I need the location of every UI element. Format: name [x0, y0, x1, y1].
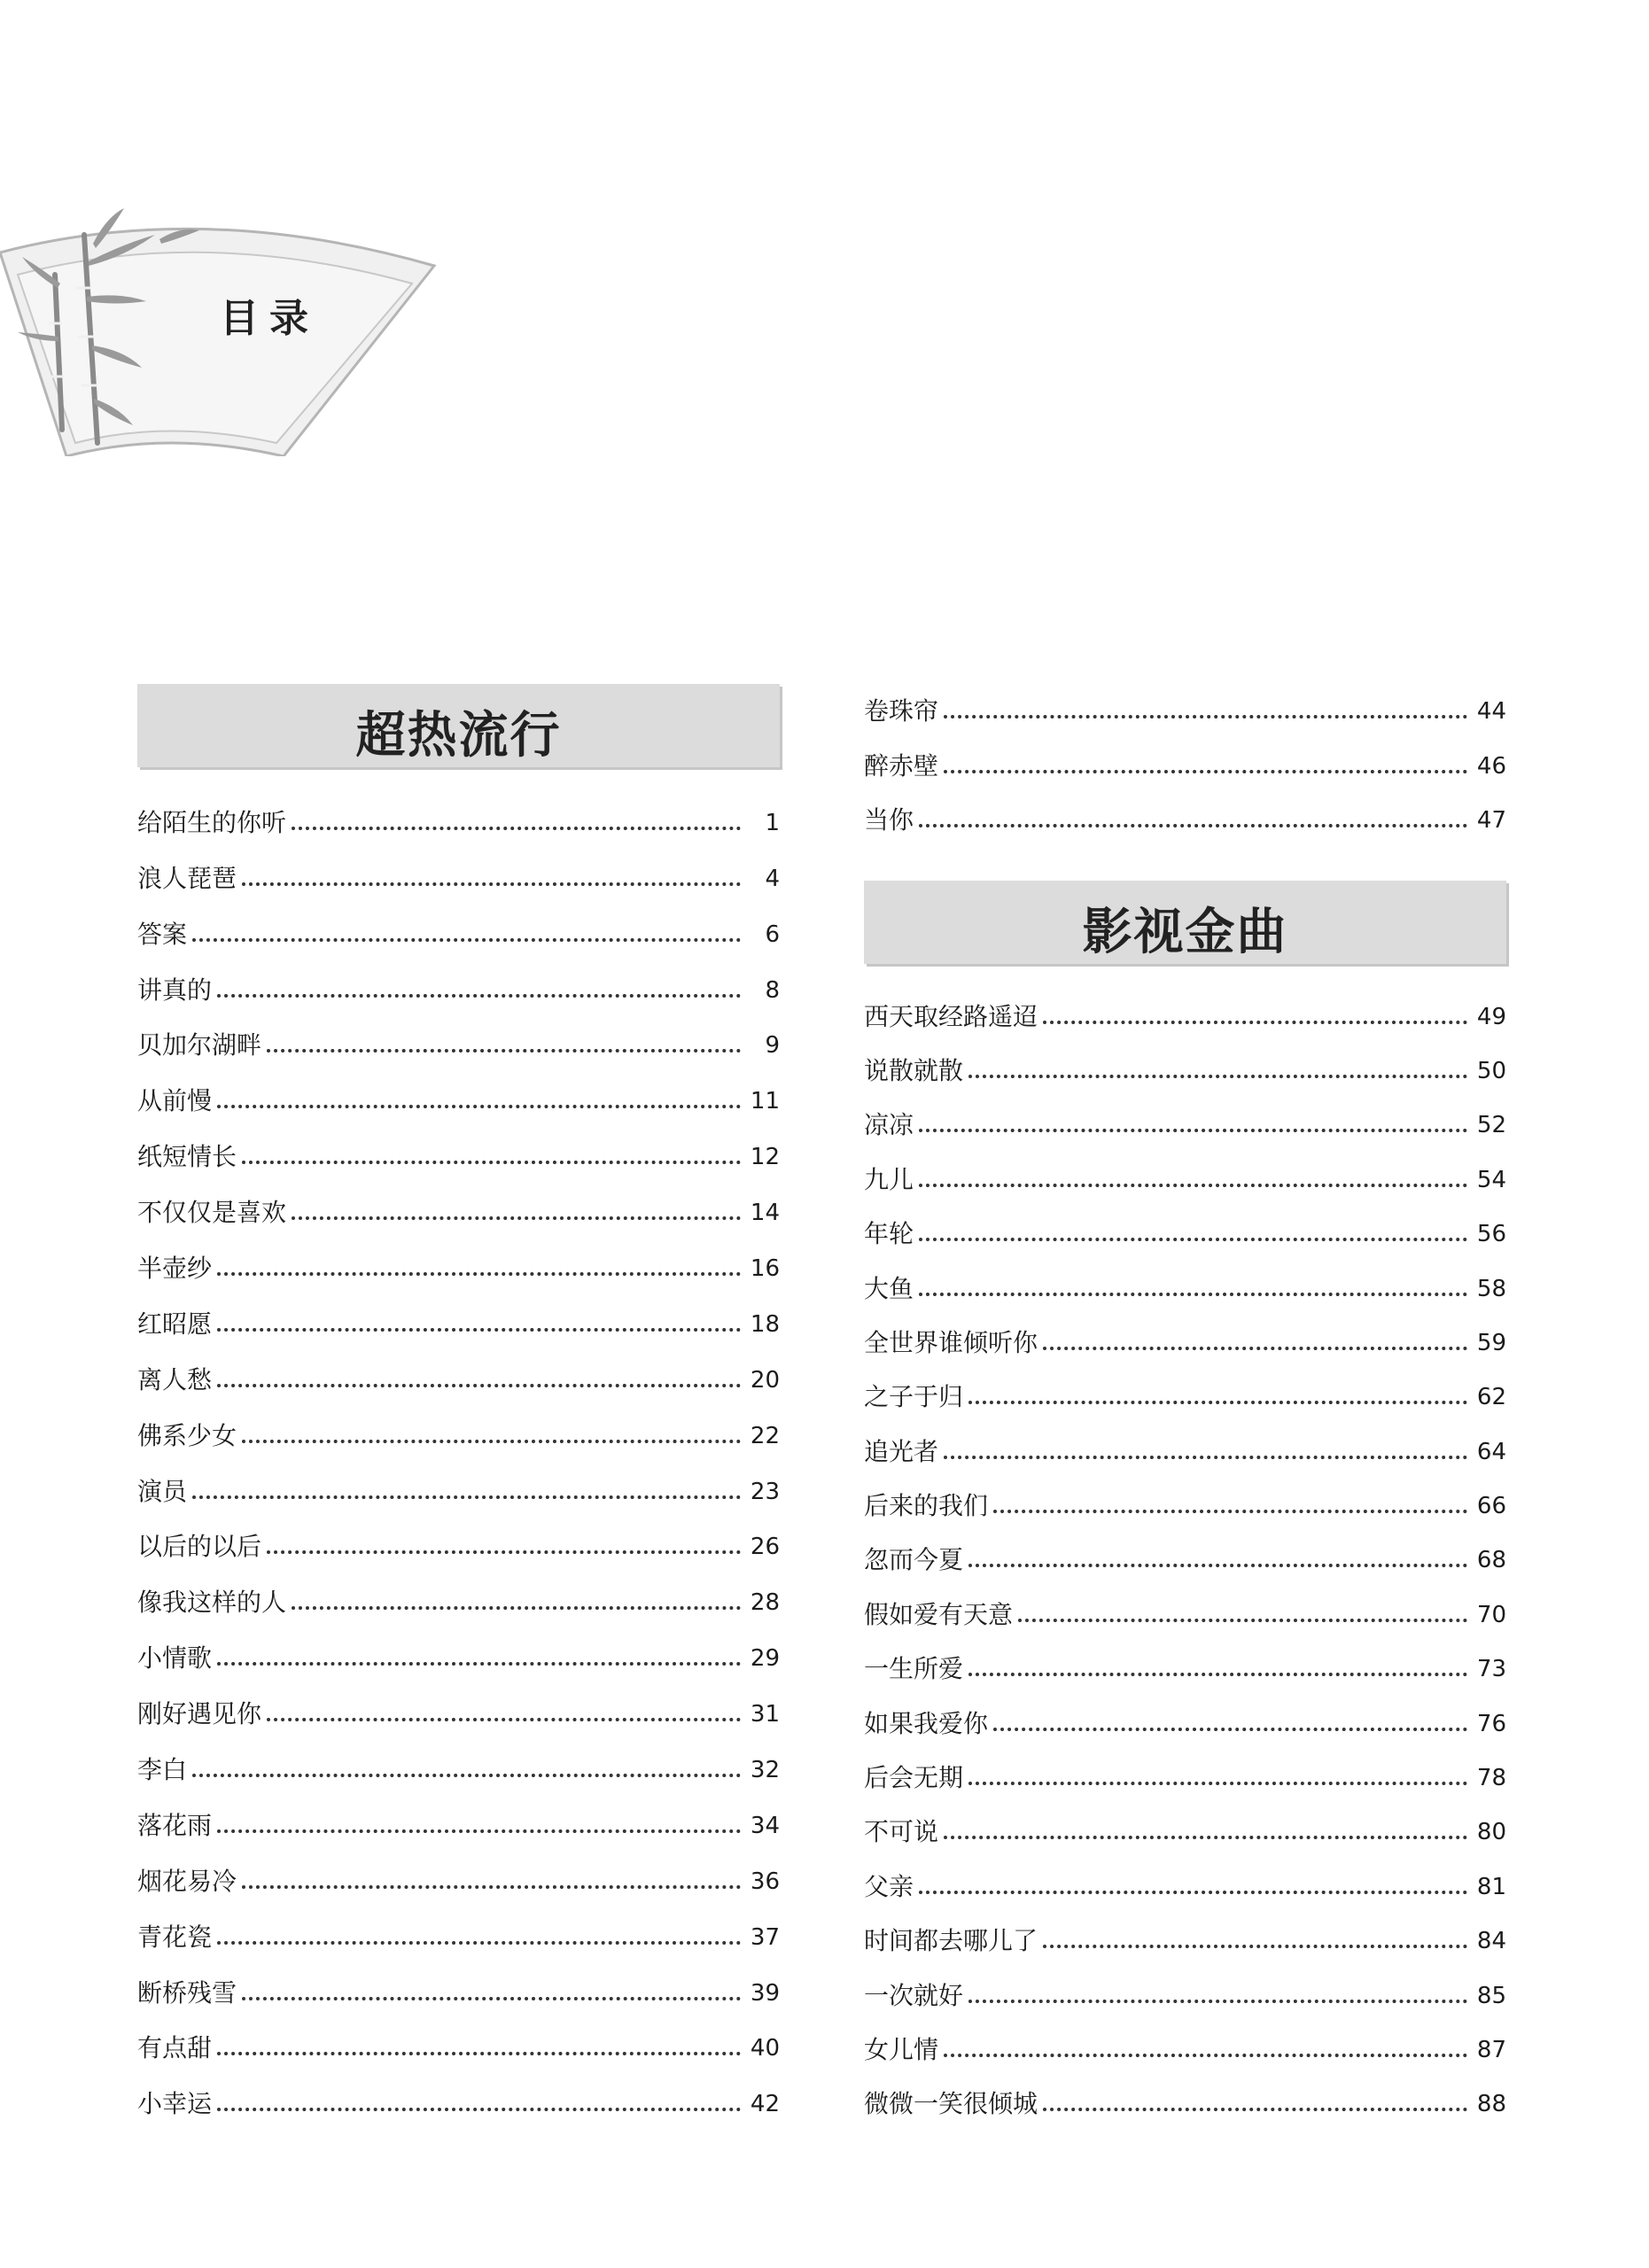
toc-entry-page-number: 29 [750, 1645, 780, 1673]
toc-entry-page-number: 36 [750, 1868, 780, 1895]
toc-entry-page-number: 66 [1476, 1493, 1506, 1520]
section-heading-popular [137, 684, 780, 767]
dot-leader [1043, 1347, 1467, 1350]
dot-leader [217, 1941, 741, 1945]
toc-entry-title: 刚好遇见你 [137, 1699, 262, 1729]
toc-entry[interactable] [864, 1316, 1506, 1370]
dot-leader [217, 1328, 741, 1332]
toc-entry-title: 烟花易冷 [137, 1866, 237, 1896]
toc-entry-title: 佛系少女 [137, 1420, 237, 1450]
dot-leader [242, 1997, 741, 2000]
toc-entry-page-number: 84 [1476, 1928, 1506, 1955]
dot-leader [192, 1495, 741, 1499]
toc-entry-page-number: 9 [765, 1032, 780, 1060]
toc-entry-page-number: 85 [1476, 1982, 1506, 2009]
dot-leader [242, 1885, 741, 1889]
toc-entry[interactable] [137, 1239, 780, 1295]
toc-entry[interactable] [864, 1370, 1506, 1424]
toc-entry[interactable] [864, 1479, 1506, 1533]
dot-leader [242, 1440, 741, 1443]
dot-leader [1018, 1619, 1467, 1622]
toc-entry-page-number: 87 [1476, 2036, 1506, 2063]
toc-entry[interactable] [864, 738, 1506, 792]
toc-entry[interactable] [864, 1696, 1506, 1750]
toc-entry-page-number: 76 [1476, 1710, 1506, 1737]
toc-entry[interactable] [864, 1805, 1506, 1859]
dot-leader [292, 827, 741, 830]
toc-entry[interactable] [864, 1424, 1506, 1478]
toc-entry-title: 卷珠帘 [864, 696, 939, 726]
dot-leader [217, 1829, 741, 1833]
dot-leader [217, 1105, 741, 1108]
toc-entry-title: 浪人琵琶 [137, 863, 237, 893]
toc-entry-title: 像我这样的人 [137, 1588, 287, 1618]
toc-entry[interactable] [864, 2023, 1506, 2077]
toc-entry-title: 有点甜 [137, 2033, 213, 2063]
toc-entry[interactable] [137, 794, 780, 850]
toc-entry-title: 半壶纱 [137, 1254, 213, 1284]
toc-entry[interactable] [137, 905, 780, 961]
toc-entry-title: 年轮 [864, 1219, 914, 1249]
dot-leader [217, 994, 741, 998]
dot-leader [919, 1129, 1467, 1132]
toc-entry-page-number: 52 [1476, 1112, 1506, 1139]
toc-entry-page-number: 11 [750, 1088, 780, 1115]
dot-leader [944, 1456, 1467, 1459]
toc-entry[interactable] [137, 1964, 780, 2020]
toc-entry-page-number: 54 [1476, 1166, 1506, 1193]
toc-entry[interactable] [137, 1295, 780, 1351]
toc-entry[interactable] [864, 1533, 1506, 1587]
toc-entry-page-number: 31 [750, 1701, 780, 1728]
toc-entry-page-number: 39 [750, 1979, 780, 2007]
toc-entry-title: 落花雨 [137, 1810, 213, 1840]
toc-entry-page-number: 73 [1476, 1656, 1506, 1683]
dot-leader [968, 1782, 1467, 1785]
toc-entry-page-number: 64 [1476, 1438, 1506, 1465]
toc-entry[interactable] [137, 1629, 780, 1685]
toc-entry-page-number: 62 [1476, 1384, 1506, 1411]
toc-entry[interactable] [864, 1261, 1506, 1315]
toc-entry-title: 父亲 [864, 1871, 914, 1901]
toc-entry-title: 给陌生的你听 [137, 807, 287, 837]
toc-entry-title: 离人愁 [137, 1364, 213, 1394]
toc-entry-title: 大鱼 [864, 1273, 914, 1303]
section-heading-text: 影视金曲 [1082, 904, 1288, 962]
toc-entry[interactable] [864, 989, 1506, 1043]
toc-entry-page-number: 14 [750, 1200, 780, 1227]
toc-entry-page-number: 37 [750, 1923, 780, 1951]
toc-entry-title: 讲真的 [137, 975, 213, 1005]
toc-entry[interactable] [137, 961, 780, 1017]
toc-entry-title: 时间都去哪儿了 [864, 1926, 1038, 1956]
toc-entry-title: 如果我爱你 [864, 1708, 989, 1738]
dot-leader [968, 1673, 1467, 1676]
toc-entry[interactable] [137, 1463, 780, 1518]
toc-entry-page-number: 26 [750, 1534, 780, 1561]
dot-leader [1043, 2108, 1467, 2111]
toc-entry[interactable] [864, 1207, 1506, 1261]
toc-list-popular-continued [864, 684, 1506, 847]
dot-leader [1043, 1021, 1467, 1024]
dot-leader [919, 1293, 1467, 1296]
toc-entry[interactable] [137, 1685, 780, 1741]
dot-leader [944, 715, 1467, 718]
toc-entry-page-number: 46 [1476, 752, 1506, 780]
toc-entry-page-number: 47 [1476, 807, 1506, 835]
dot-leader [944, 2054, 1467, 2057]
toc-entry[interactable] [137, 1797, 780, 1852]
toc-entry[interactable] [864, 793, 1506, 847]
toc-entry-title: 以后的以后 [137, 1532, 262, 1562]
toc-entry-page-number: 49 [1476, 1003, 1506, 1030]
toc-left-column [137, 684, 780, 2131]
toc-entry-title: 凉凉 [864, 1110, 914, 1140]
toc-entry-page-number: 59 [1476, 1329, 1506, 1356]
toc-entry[interactable] [864, 1968, 1506, 2022]
toc-entry[interactable] [137, 1741, 780, 1797]
section-heading-film-tv [864, 881, 1506, 964]
section-heading-text: 超热流行 [355, 707, 562, 765]
toc-entry[interactable] [864, 1098, 1506, 1152]
toc-entry-page-number: 1 [765, 809, 780, 836]
toc-entry[interactable] [137, 2020, 780, 2076]
toc-entry[interactable] [137, 1351, 780, 1407]
toc-entry[interactable] [137, 1017, 780, 1073]
toc-entry-page-number: 6 [765, 920, 780, 948]
toc-entry[interactable] [864, 1642, 1506, 1696]
toc-entry-title: 红昭愿 [137, 1309, 213, 1339]
toc-entry-page-number: 56 [1476, 1221, 1506, 1248]
toc-entry-page-number: 50 [1476, 1057, 1506, 1084]
toc-entry-title: 当你 [864, 805, 914, 835]
toc-entry-page-number: 80 [1476, 1819, 1506, 1846]
toc-entry-page-number: 70 [1476, 1601, 1506, 1628]
toc-entry[interactable] [137, 1852, 780, 1908]
dot-leader [192, 938, 741, 942]
toc-entry-page-number: 20 [750, 1366, 780, 1394]
toc-entry-title: 全世界谁倾听你 [864, 1327, 1038, 1357]
toc-entry[interactable] [864, 1152, 1506, 1206]
toc-entry-title: 西天取经路遥迢 [864, 1001, 1038, 1031]
toc-entry[interactable] [137, 1128, 780, 1184]
toc-entry-title: 答案 [137, 919, 188, 949]
toc-entry-title: 一生所爱 [864, 1654, 964, 1684]
toc-entry-page-number: 81 [1476, 1873, 1506, 1900]
toc-entry-title: 说散就散 [864, 1055, 964, 1085]
toc-list-popular [137, 794, 780, 2131]
toc-entry-page-number: 40 [750, 2035, 780, 2062]
toc-entry[interactable] [864, 1587, 1506, 1641]
toc-entry-page-number: 58 [1476, 1275, 1506, 1302]
toc-entry-title: 贝加尔湖畔 [137, 1030, 262, 1060]
dot-leader [267, 1718, 741, 1721]
dot-leader [968, 1401, 1467, 1404]
dot-leader [968, 1564, 1467, 1567]
toc-entry[interactable] [137, 1573, 780, 1629]
toc-entry-title: 忽而今夏 [864, 1545, 964, 1575]
toc-entry-title: 九儿 [864, 1164, 914, 1194]
dot-leader [292, 1606, 741, 1610]
toc-entry[interactable] [137, 850, 780, 905]
dot-leader [1043, 1945, 1467, 1948]
toc-entry[interactable] [864, 1859, 1506, 1913]
toc-entry-title: 不仅仅是喜欢 [137, 1198, 287, 1228]
toc-entry-page-number: 16 [750, 1255, 780, 1283]
toc-entry-page-number: 88 [1476, 2091, 1506, 2118]
toc-entry[interactable] [864, 2077, 1506, 2131]
dot-leader [217, 2108, 741, 2111]
dot-leader [217, 1272, 741, 1276]
dot-leader [192, 1774, 741, 1777]
toc-entry-title: 后来的我们 [864, 1491, 989, 1521]
dot-leader [217, 2052, 741, 2055]
toc-entry-page-number: 18 [750, 1310, 780, 1338]
toc-entry-title: 微微一笑很倾城 [864, 2089, 1038, 2119]
toc-entry[interactable] [864, 1914, 1506, 1968]
toc-entry-page-number: 28 [750, 1589, 780, 1617]
dot-leader [292, 1216, 741, 1220]
toc-entry-title: 纸短情长 [137, 1142, 237, 1172]
toc-entry-page-number: 32 [750, 1757, 780, 1784]
toc-entry-title: 小幸运 [137, 2089, 213, 2119]
toc-entry-title: 后会无期 [864, 1763, 964, 1793]
toc-entry-page-number: 4 [765, 865, 780, 892]
dot-leader [993, 1510, 1467, 1513]
dot-leader [944, 1836, 1467, 1839]
toc-entry-page-number: 42 [750, 2091, 780, 2118]
dot-leader [919, 1184, 1467, 1187]
toc-entry-page-number: 44 [1476, 698, 1506, 726]
toc-entry-page-number: 8 [765, 976, 780, 1004]
toc-entry-page-number: 68 [1476, 1547, 1506, 1574]
toc-entry[interactable] [137, 1407, 780, 1463]
toc-entry-title: 女儿情 [864, 2034, 939, 2064]
toc-entry[interactable] [864, 1751, 1506, 1805]
toc-right-column [864, 684, 1506, 2131]
toc-entry[interactable] [137, 1908, 780, 1964]
toc-entry[interactable] [864, 1044, 1506, 1098]
toc-entry-title: 演员 [137, 1476, 188, 1506]
toc-entry-title: 假如爱有天意 [864, 1599, 1014, 1629]
page-title: 目录 [220, 296, 319, 341]
dot-leader [919, 1238, 1467, 1241]
toc-entry[interactable] [137, 1184, 780, 1239]
toc-entry-page-number: 78 [1476, 1765, 1506, 1792]
dot-leader [267, 1049, 741, 1052]
toc-entry-page-number: 34 [750, 1812, 780, 1839]
dot-leader [267, 1550, 741, 1554]
toc-entry[interactable] [137, 1072, 780, 1128]
dot-leader [242, 1161, 741, 1164]
dot-leader [217, 1384, 741, 1387]
toc-entry-page-number: 23 [750, 1478, 780, 1505]
toc-entry-title: 一次就好 [864, 1980, 964, 2010]
toc-entry-title: 之子于归 [864, 1382, 964, 1412]
toc-entry-title: 从前慢 [137, 1086, 213, 1116]
dot-leader [993, 1728, 1467, 1731]
toc-entry-title: 青花瓷 [137, 1922, 213, 1952]
toc-entry-title: 追光者 [864, 1436, 939, 1466]
toc-entry-title: 小情歌 [137, 1643, 213, 1674]
dot-leader [242, 882, 741, 886]
toc-entry-title: 醉赤壁 [864, 750, 939, 781]
toc-entry-page-number: 22 [750, 1422, 780, 1449]
fan-header-decoration [0, 190, 452, 456]
dot-leader [919, 1891, 1467, 1894]
toc-entry[interactable] [137, 1518, 780, 1574]
dot-leader [968, 1075, 1467, 1078]
toc-entry-title: 不可说 [864, 1817, 939, 1847]
dot-leader [968, 2000, 1467, 2003]
toc-entry-title: 断桥残雪 [137, 1977, 237, 2008]
toc-entry-page-number: 12 [750, 1144, 780, 1171]
toc-list-film-tv [864, 989, 1506, 2131]
toc-entry-title: 李白 [137, 1755, 188, 1785]
dot-leader [919, 824, 1467, 827]
dot-leader [944, 770, 1467, 773]
toc-entry[interactable] [137, 2075, 780, 2131]
toc-entry[interactable] [864, 684, 1506, 738]
dot-leader [217, 1662, 741, 1666]
